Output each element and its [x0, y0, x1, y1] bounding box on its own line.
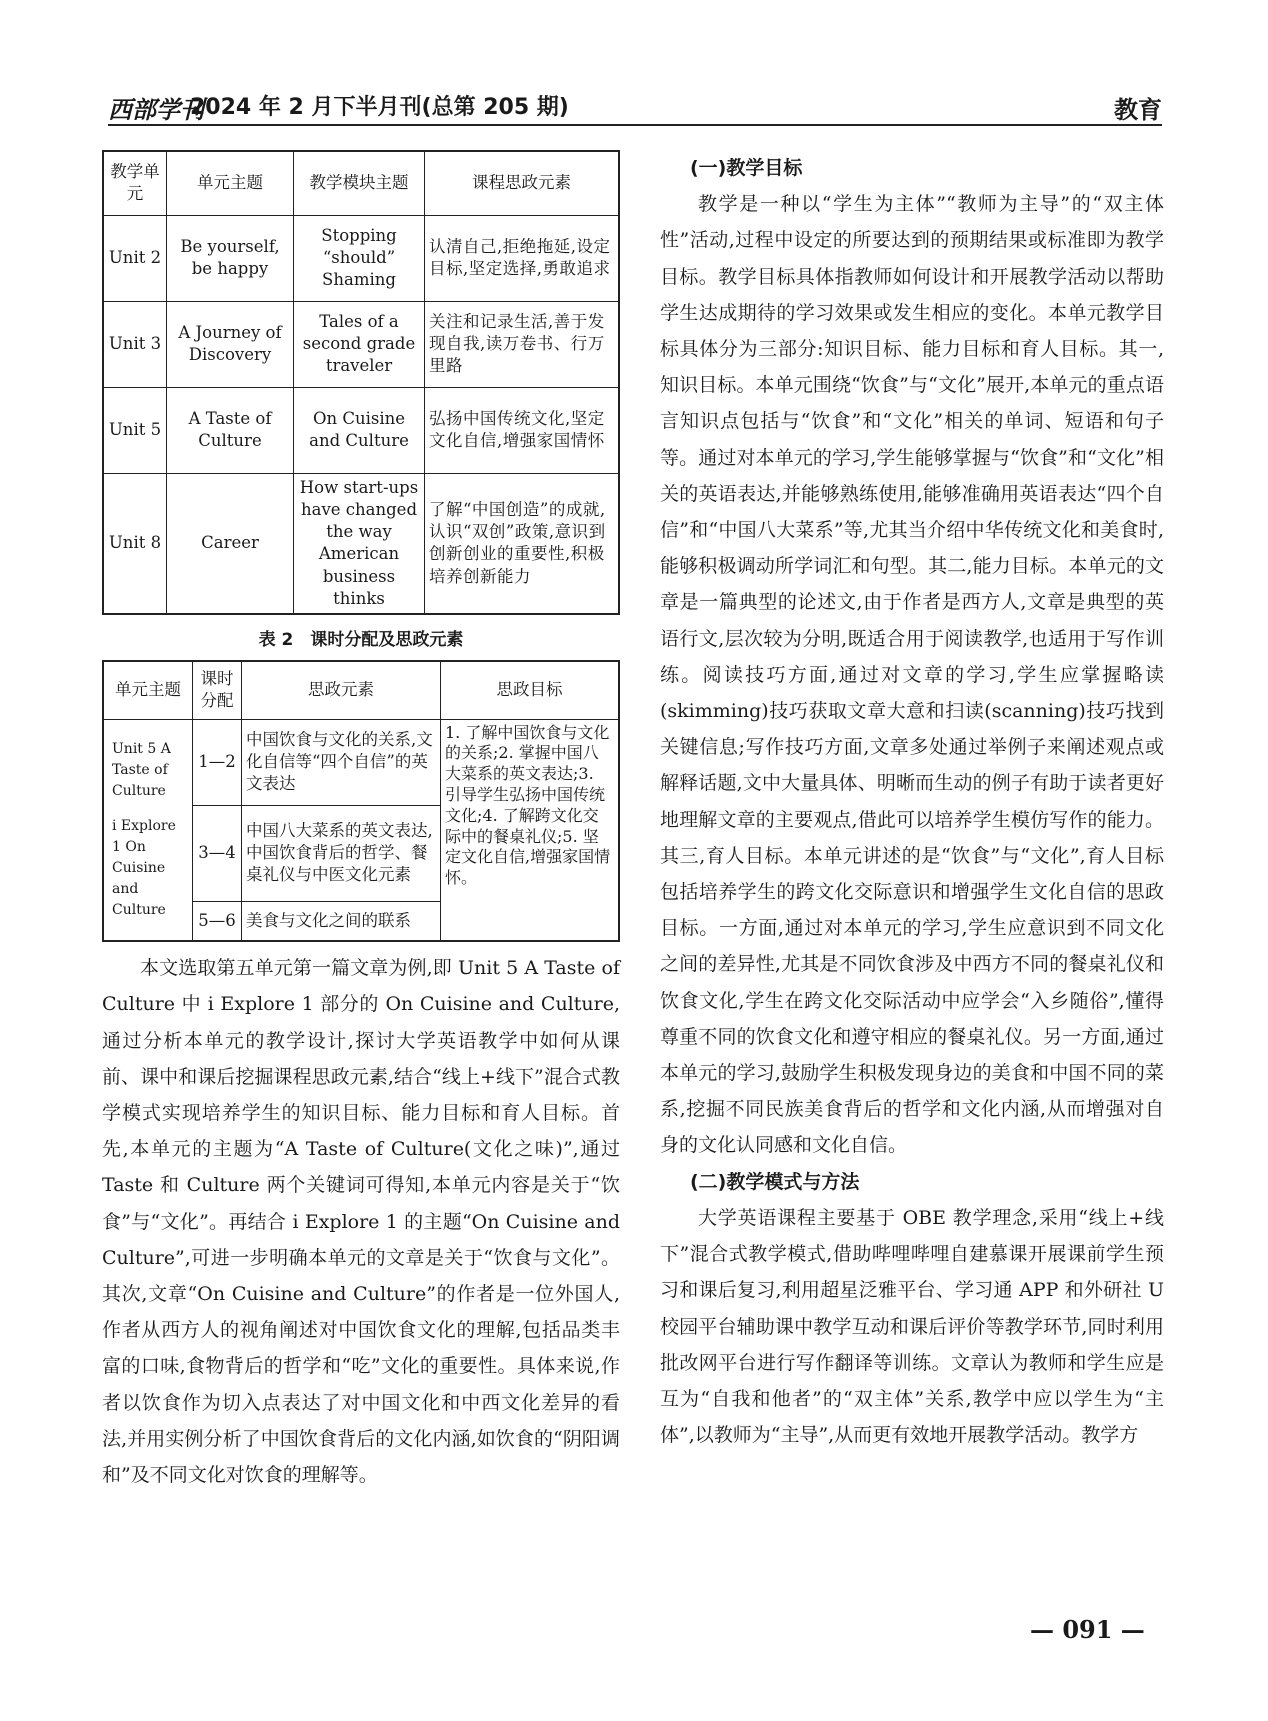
table2-caption: 表 2 课时分配及思政元素 [258, 630, 464, 651]
theme-cell: A Taste of Culture [167, 387, 294, 473]
left-column [102, 150, 620, 1493]
unit-cell: Unit 5 [103, 387, 167, 473]
unit-theme-line: Unit 5 A Taste of Culture [112, 740, 171, 799]
table-row [103, 473, 619, 614]
goals-cell: 1. 了解中国饮食与文化的关系;2. 掌握中国八大菜系的英文表达;3. 引导学生弘扬中国传统文化;4. 了解跨文化交际中的餐桌礼仪;5. 坚定文化自信,增强家国情怀。 [441, 719, 620, 941]
unit-cell: Unit 3 [103, 301, 167, 387]
table-unit-themes [102, 150, 620, 615]
journal-logo: 西部学刊 [108, 96, 204, 124]
section-label: 教育 [1114, 96, 1162, 124]
table-class-hours [102, 660, 620, 942]
right-column [660, 150, 1164, 1453]
module-cell: How start-ups have changed the way American business thinks [294, 473, 425, 614]
unit-cell: Unit 8 [103, 473, 167, 614]
table-header-cell: 教学单元 [103, 151, 167, 215]
table-header-cell: 课程思政元素 [425, 151, 620, 215]
element-cell: 弘扬中国传统文化,坚定文化自信,增强家国情怀 [425, 387, 620, 473]
table-header-cell: 思政目标 [441, 661, 620, 719]
module-cell: On Cuisine and Culture [294, 387, 425, 473]
module-cell: Tales of a second grade traveler [294, 301, 425, 387]
hours-cell: 3—4 [193, 805, 242, 901]
hours-cell: 5—6 [193, 901, 242, 941]
element-cell: 中国饮食与文化的关系,文化自信等“四个自信”的英文表达 [242, 719, 441, 805]
unit-cell: Unit 2 [103, 215, 167, 301]
page-header [108, 90, 1162, 126]
table-header-row [103, 661, 619, 719]
table-header-cell: 教学模块主题 [294, 151, 425, 215]
theme-cell: A Journey of Discovery [167, 301, 294, 387]
element-cell: 认清自己,拒绝拖延,设定目标,坚定选择,勇敢追求 [425, 215, 620, 301]
body-paragraph: 大学英语课程主要基于 OBE 教学理念,采用“线上+线下”混合式教学模式,借助哔哩哔哩自建慕课开展课前学生预习和课后复习,利用超星泛雅平台、学习通 APP 和外研社 U 校园平台辅助课中教学互动和课后评价等教学环节,同时利用批改网平台进行写作翻译等训练。文章认为教师和学生应是互为“自我和他者”的“双主体”关系,教学中应以学生为“主体”,以教师为“主导”,从而更有效地开展教学活动。教学方 [660, 1206, 1164, 1447]
hours-cell: 1—2 [193, 719, 242, 805]
table-header-cell: 单元主题 [167, 151, 294, 215]
section-heading: (一)教学目标 [690, 157, 803, 179]
body-paragraph: 本文选取第五单元第一篇文章为例,即 Unit 5 A Taste of Culture 中 i Explore 1 部分的 On Cuisine and Culture,通过分析本单元的教学设计,探讨大学英语教学中如何从课前、课中和课后挖掘课程思政元素,结合“线上+线下”混合式教学模式实现培养学生的知识目标、能力目标和育人目标。首先,本单元的主题为“A Taste of Culture(文化之味)”,通过 Taste 和 Culture 两个关键词可得知,本单元内容是关于“饮食”与“文化”。再结合 i Explore 1 的主题“On Cuisine and Culture”,可进一步明确本单元的文章是关于“饮食与文化”。其次,文章“On Cuisine and Culture”的作者是一位外国人,作者从西方人的视角阐述对中国饮食文化的理解,包括品类丰富的口味,食物背后的哲学和“吃”文化的重要性。具体来说,作者以饮食作为切入点表达了对中国文化和中西文化差异的看法,并用实例分析了中国饮食背后的文化内涵,如饮食的“阴阳调和”及不同文化对饮食的理解等。 [102, 957, 620, 1486]
element-cell: 中国八大菜系的英文表达,中国饮食背后的哲学、餐桌礼仪与中医文化元素 [242, 805, 441, 901]
page-number: — 091 — [1030, 1615, 1145, 1644]
theme-cell: Be yourself, be happy [167, 215, 294, 301]
element-cell: 关注和记录生活,善于发现自我,读万卷书、行万里路 [425, 301, 620, 387]
element-cell: 了解“中国创造”的成就,认识“双创”政策,意识到创新创业的重要性,积极培养创新能力 [425, 473, 620, 614]
theme-cell: Career [167, 473, 294, 614]
table-row [103, 719, 619, 805]
table-row [103, 215, 619, 301]
unit-theme-line: i Explore 1 On Cuisine and Culture [112, 817, 176, 918]
table-header-cell: 课时分配 [193, 661, 242, 719]
table-header-cell: 思政元素 [242, 661, 441, 719]
table-header-row [103, 151, 619, 215]
unit-theme-cell [103, 719, 193, 941]
table-header-cell: 单元主题 [103, 661, 193, 719]
table-row [103, 387, 619, 473]
module-cell: Stopping “should” Shaming [294, 215, 425, 301]
table-row [103, 301, 619, 387]
body-paragraph: 教学是一种以“学生为主体”“教师为主导”的“双主体性”活动,过程中设定的所要达到的预期结果或标准即为教学目标。教学目标具体指教师如何设计和开展教学活动以帮助学生达成期待的学习效果或发生相应的变化。本单元教学目标具体分为三部分:知识目标、能力目标和育人目标。其一,知识目标。本单元围绕“饮食”与“文化”展开,本单元的重点语言知识点包括与“饮食”和“文化”相关的单词、短语和句子等。通过对本单元的学习,学生能够掌握与“饮食”和“文化”相关的英语表达,并能够熟练使用,能够准确用英语表达“四个自信”和“中国八大菜系”等,尤其当介绍中华传统文化和美食时,能够积极调动所学词汇和句型。其二,能力目标。本单元的文章是一篇典型的论述文,由于作者是西方人,文章是典型的英语行文,层次较为分明,既适合用于阅读教学,也适用于写作训练。阅读技巧方面,通过对文章的学习,学生应掌握略读(skimming)技巧获取文章大意和扫读(scanning)技巧找到关键信息;写作技巧方面,文章多处通过举例子来阐述观点或解释话题,文中大量具体、明晰而生动的例子有助于读者更好地理解文章的主要观点,借此可以培养学生模仿写作的能力。其三,育人目标。本单元讲述的是“饮食”与“文化”,育人目标包括培养学生的跨文化交际意识和增强学生文化自信的思政目标。一方面,通过对本单元的学习,学生应意识到不同文化之间的差异性,尤其是不同饮食涉及中西方不同的餐桌礼仪和饮食文化,学生在跨文化交际活动中应学会“入乡随俗”,懂得尊重不同的饮食文化和遵守相应的餐桌礼仪。另一方面,通过本单元的学习,鼓励学生积极发现身边的美食和中国不同的菜系,挖掘不同民族美食背后的哲学和文化内涵,从而增强对自身的文化认同感和文化自信。 [660, 193, 1164, 1157]
element-cell: 美食与文化之间的联系 [242, 901, 441, 941]
issue-info: 2024 年 2 月下半月刊(总第 205 期) [190, 95, 569, 120]
section-heading: (二)教学模式与方法 [690, 1170, 860, 1193]
